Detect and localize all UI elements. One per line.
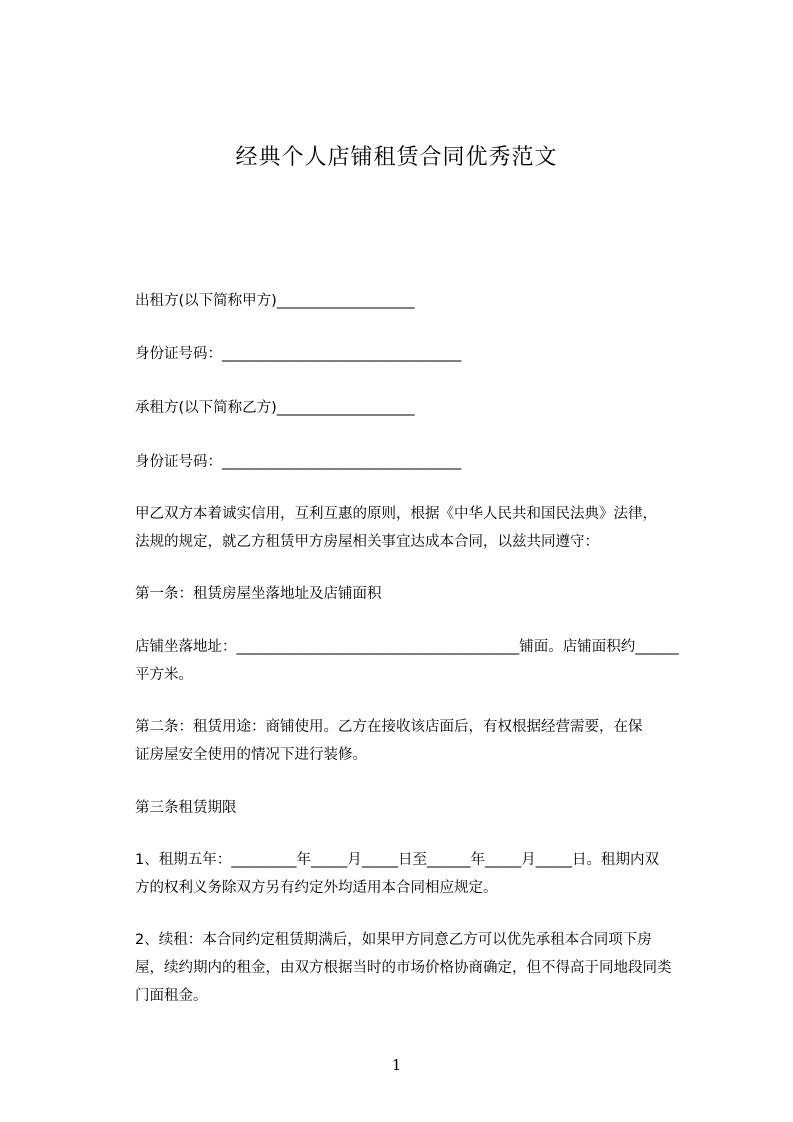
article3-item1-line: 方的权利义务除双方另有约定外均适用本合同相应规定。 — [135, 880, 498, 896]
article1-line: 店铺坐落地址：_______________________________________铺面。店铺面积约______ — [135, 639, 679, 655]
lessor-id-line: 身份证号码：_________________________________ — [135, 346, 462, 362]
article3-item2-paragraph — [135, 926, 705, 1010]
article2-paragraph — [135, 713, 705, 769]
article2-line: 第二条：租赁用途：商铺使用。乙方在接收该店面后，有权根据经营需要，在保 — [135, 719, 643, 735]
article1-paragraph — [135, 633, 705, 689]
preamble-line: 法规的规定，就乙方租赁甲方房屋相关事宜达成本合同，以兹共同遵守： — [135, 534, 599, 550]
lessor-line: 出租方(以下简称甲方)___________________ — [135, 293, 415, 309]
preamble-paragraph — [135, 500, 705, 556]
article3-item1-line: 1、租期五年：_________年_____月_____日至______年_____月_____日。租期内双 — [135, 852, 659, 868]
article3-heading: 第三条租赁期限 — [135, 800, 237, 816]
lessee-line: 承租方(以下简称乙方)___________________ — [135, 400, 415, 416]
article1-heading: 第一条：租赁房屋坐落地址及店铺面积 — [135, 586, 382, 602]
lessee-id-line: 身份证号码：_________________________________ — [135, 454, 462, 470]
article2-line: 证房屋安全使用的情况下进行装修。 — [135, 747, 367, 763]
article3-item1-paragraph — [135, 846, 705, 902]
document-title: 经典个人店铺租赁合同优秀范文 — [235, 145, 558, 170]
article3-item2-line: 门面租金。 — [135, 988, 208, 1004]
preamble-line: 甲乙双方本着诚实信用，互利互惠的原则，根据《中华人民共和国民法典》法律， — [135, 506, 657, 522]
page-number: 1 — [391, 1056, 402, 1074]
article1-line: 平方米。 — [135, 667, 193, 683]
article3-item2-line: 2、续租：本合同约定租赁期满后，如果甲方同意乙方可以优先承租本合同项下房 — [135, 932, 652, 948]
article3-item2-line: 屋，续约期内的租金，由双方根据当时的市场价格协商确定，但不得高于同地段同类 — [135, 960, 672, 976]
